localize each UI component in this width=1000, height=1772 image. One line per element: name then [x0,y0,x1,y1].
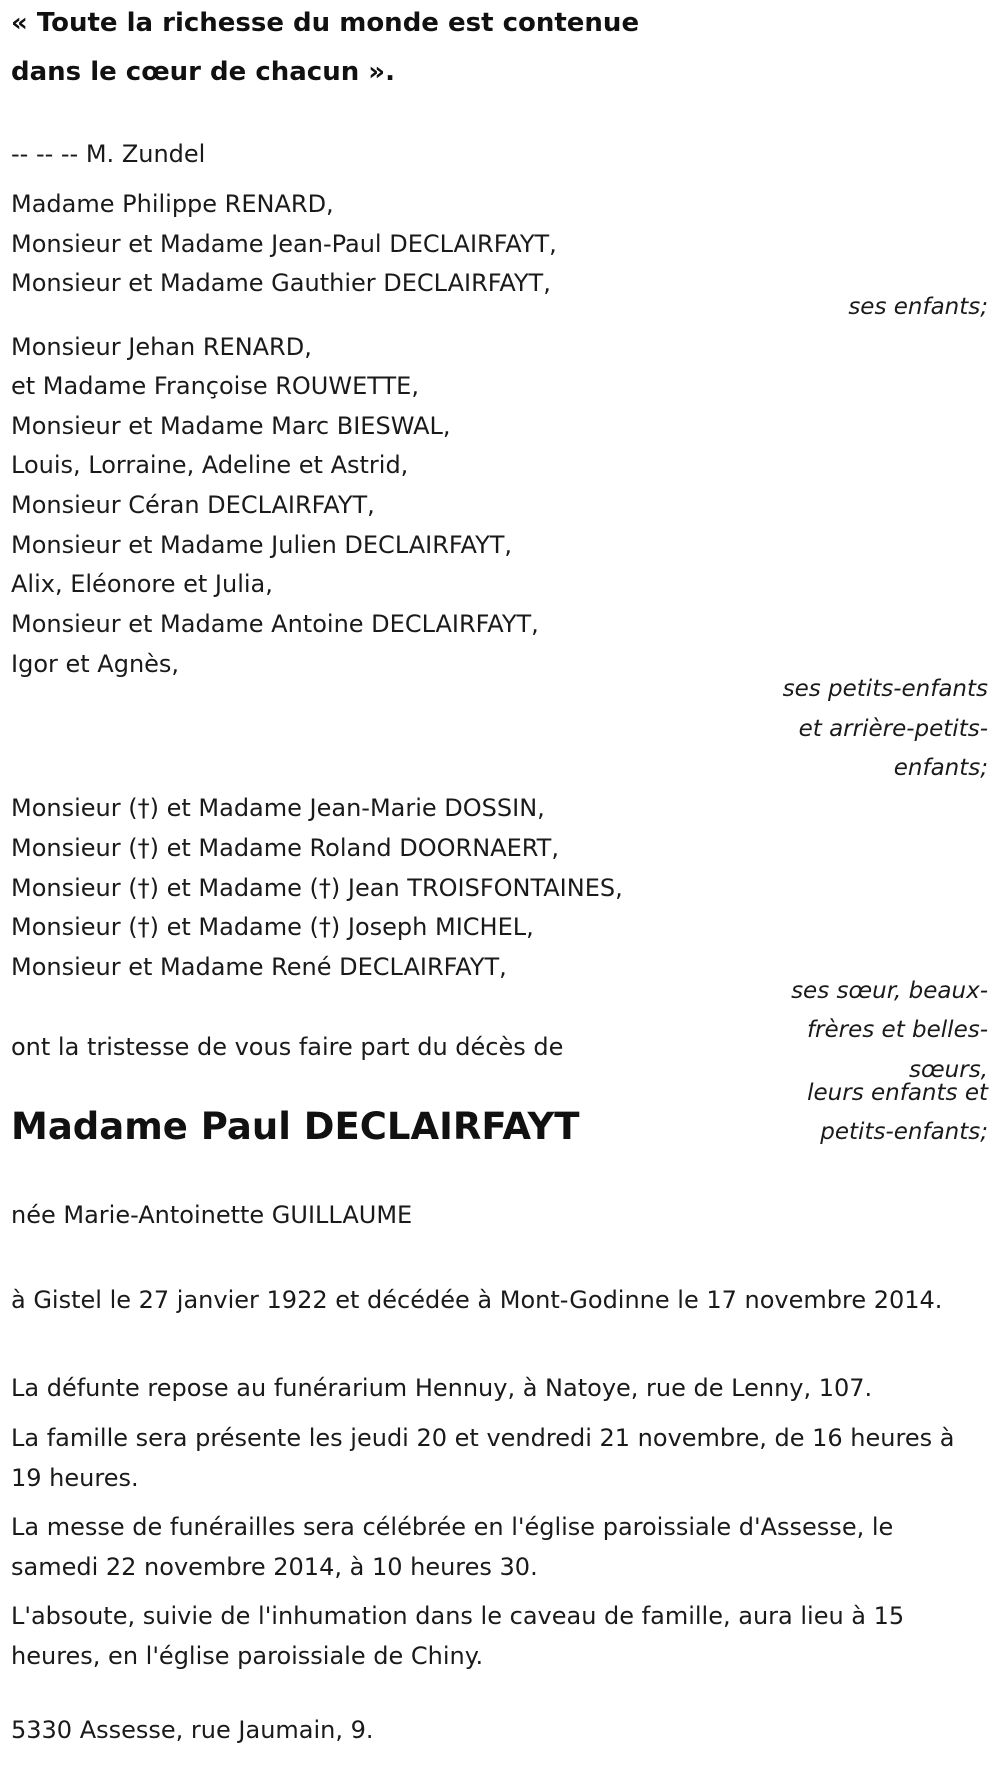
funerarium-info: La défunte repose au funérarium Hennuy, à Natoye, rue de Lenny, 107. [11,1374,873,1402]
relation-label: ses enfants; [848,294,988,320]
quote-line-2: dans le cœur de chacun ». [11,57,395,87]
family-name: Monsieur (†) et Madame Jean-Marie DOSSIN, [11,794,545,822]
relation-label: ses sœur, beaux- [791,978,988,1004]
family-name: et Madame Françoise ROUWETTE, [11,372,419,400]
relation-label: sœurs, [909,1057,988,1083]
deceased-name: Madame Paul DECLAIRFAYT [11,1105,580,1148]
quote-line-1: « Toute la richesse du monde est contenue [11,8,640,38]
address: 5330 Assesse, rue Jaumain, 9. [11,1716,374,1744]
family-name: Monsieur (†) et Madame (†) Joseph MICHEL, [11,913,534,941]
maiden-name: née Marie-Antoinette GUILLAUME [11,1201,413,1229]
relation-label: frères et belles- [806,1017,988,1043]
family-name: Monsieur et Madame Marc BIESWAL, [11,412,451,440]
relation-label: ses petits-enfants [782,676,988,702]
family-name: Monsieur (†) et Madame Roland DOORNAERT, [11,834,559,862]
family-name: Louis, Lorraine, Adeline et Astrid, [11,451,409,479]
visitation-info: La famille sera présente les jeudi 20 et vendredi 21 novembre, de 16 heures à 19 heures. [11,1424,955,1492]
family-name: Monsieur et Madame Jean-Paul DECLAIRFAYT, [11,230,557,258]
relation-label: enfants; [893,755,988,781]
birth-death-info: à Gistel le 27 janvier 1922 et décédée à Mont-Godinne le 17 novembre 2014. [11,1286,943,1314]
family-name: Monsieur et Madame Antoine DECLAIRFAYT, [11,610,539,638]
funeral-mass-info: La messe de funérailles sera célébrée en l'église paroissiale d'Assesse, le samedi 22 novembre 2014, à 10 heures 30. [11,1513,894,1581]
family-name: Monsieur et Madame René DECLAIRFAYT, [11,953,507,981]
quote-author: -- -- -- M. Zundel [11,140,206,168]
announcement-text: ont la tristesse de vous faire part du décès de [11,1033,564,1061]
family-name: Monsieur Céran DECLAIRFAYT, [11,491,375,519]
family-name: Igor et Agnès, [11,650,180,678]
relation-label: et arrière-petits- [798,716,988,742]
burial-info: L'absoute, suivie de l'inhumation dans le caveau de famille, aura lieu à 15 heures, en l'église paroissiale de Chiny. [11,1602,905,1670]
family-name: Monsieur (†) et Madame (†) Jean TROISFONTAINES, [11,874,623,902]
family-name: Alix, Eléonore et Julia, [11,570,273,598]
family-name: Monsieur et Madame Gauthier DECLAIRFAYT, [11,269,551,297]
family-name: Monsieur et Madame Julien DECLAIRFAYT, [11,531,513,559]
relation-label: leurs enfants et [807,1080,988,1106]
family-name: Madame Philippe RENARD, [11,190,334,218]
relation-label: petits-enfants; [820,1119,988,1145]
family-name: Monsieur Jehan RENARD, [11,333,312,361]
